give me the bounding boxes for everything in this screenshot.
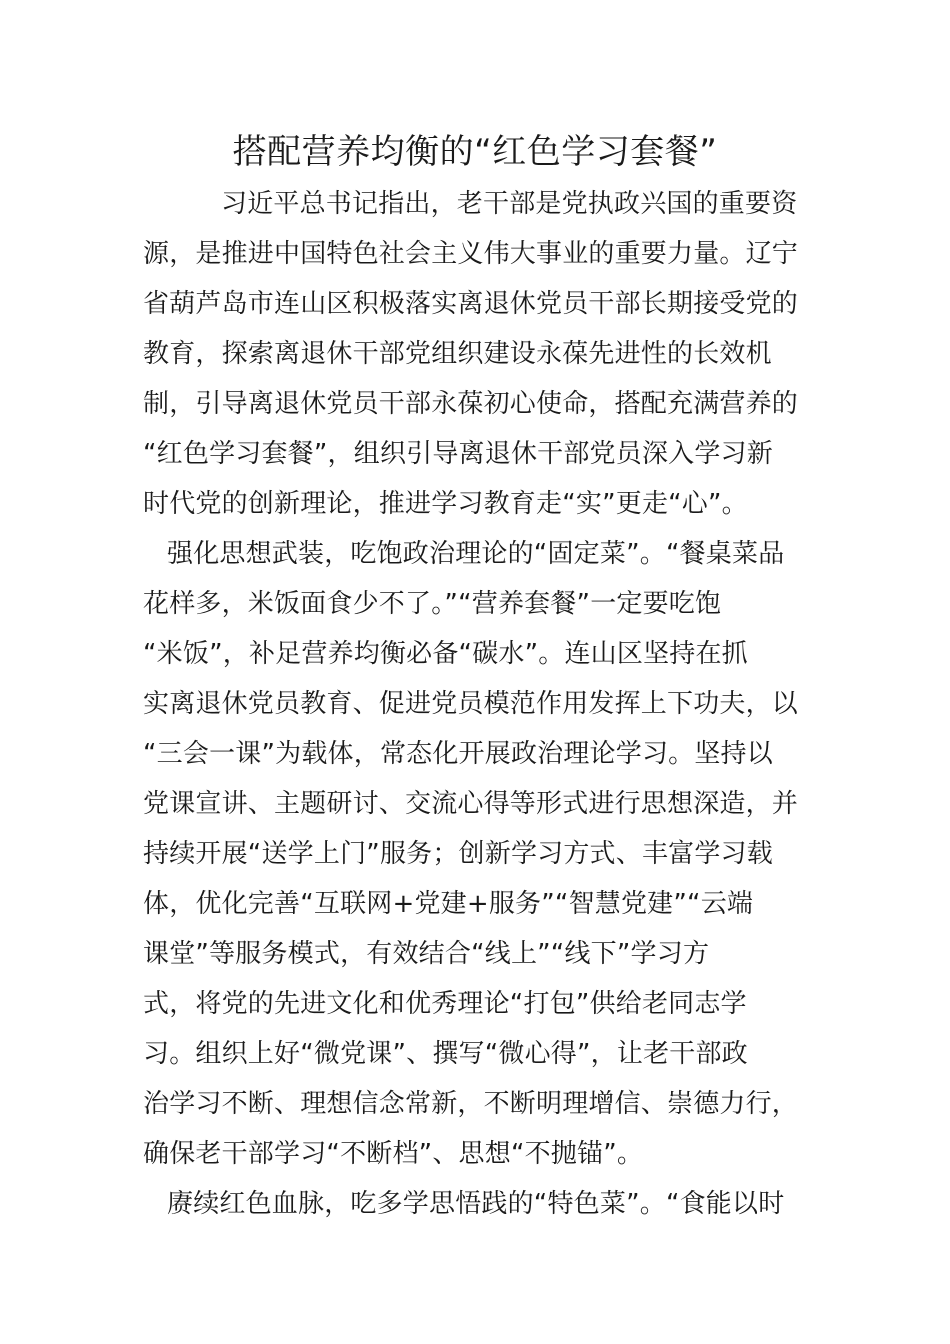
paragraph-1-line-3: 省葫芦岛市连山区积极落实离退休党员干部长期接受党的: [143, 289, 799, 319]
paragraph-2-line-12: 治学习不断、理想信念常新，不断明理增信、崇德力行，: [143, 1089, 799, 1119]
paragraph-1-line-4: 教育，探索离退休干部党组织建设永葆先进性的长效机: [143, 339, 772, 369]
paragraph-1-line-5: 制，引导离退休党员干部永葆初心使命，搭配充满营养的: [143, 389, 799, 419]
paragraph-2-line-13: 确保老干部学习“不断档”、思想“不抛锚”。: [143, 1139, 644, 1169]
paragraph-2-line-5: “三会一课”为载体，常态化开展政治理论学习。坚持以: [143, 739, 773, 769]
paragraph-2-line-3: “米饭”，补足营养均衡必备“碳水”。连山区坚持在抓: [143, 639, 748, 669]
paragraph-1-line-1: 习近平总书记指出，老干部是党执政兴国的重要资: [221, 189, 798, 219]
document-title: 搭配营养均衡的“红色学习套餐”: [232, 132, 718, 172]
paragraph-3-line-1: 赓续红色血脉，吃多学思悟践的“特色菜”。“食能以时: [167, 1189, 785, 1219]
paragraph-2-line-8: 体，优化完善“互联网+党建+服务”“智慧党建”“云端: [143, 889, 754, 919]
document-body: [143, 179, 807, 1229]
paragraph-2-line-2: 花样多，米饭面食少不了。”“营养套餐”一定要吃饱: [143, 589, 722, 619]
paragraph-2-line-11: 习。组织上好“微党课”、撰写“微心得”，让老干部政: [143, 1039, 748, 1069]
paragraph-2-line-1: 强化思想武装，吃饱政治理论的“固定菜”。“餐桌菜品: [167, 539, 785, 569]
paragraph-1-line-7: 时代党的创新理论，推进学习教育走“实”更走“心”。: [143, 489, 748, 519]
paragraph-1-line-6: “红色学习套餐”，组织引导离退休干部党员深入学习新: [143, 439, 773, 469]
paragraph-2-line-9: 课堂”等服务模式，有效结合“线上”“线下”学习方: [143, 939, 710, 969]
paragraph-2-line-7: 持续开展“送学上门”服务；创新学习方式、丰富学习载: [143, 839, 773, 869]
paragraph-2-line-4: 实离退休党员教育、促进党员模范作用发挥上下功夫，以: [143, 689, 799, 719]
paragraph-1-line-2: 源，是推进中国特色社会主义伟大事业的重要力量。辽宁: [143, 239, 799, 269]
paragraph-2-line-10: 式，将党的先进文化和优秀理论“打包”供给老同志学: [143, 989, 747, 1019]
paragraph-2-line-6: 党课宣讲、主题研讨、交流心得等形式进行思想深造，并: [143, 789, 799, 819]
